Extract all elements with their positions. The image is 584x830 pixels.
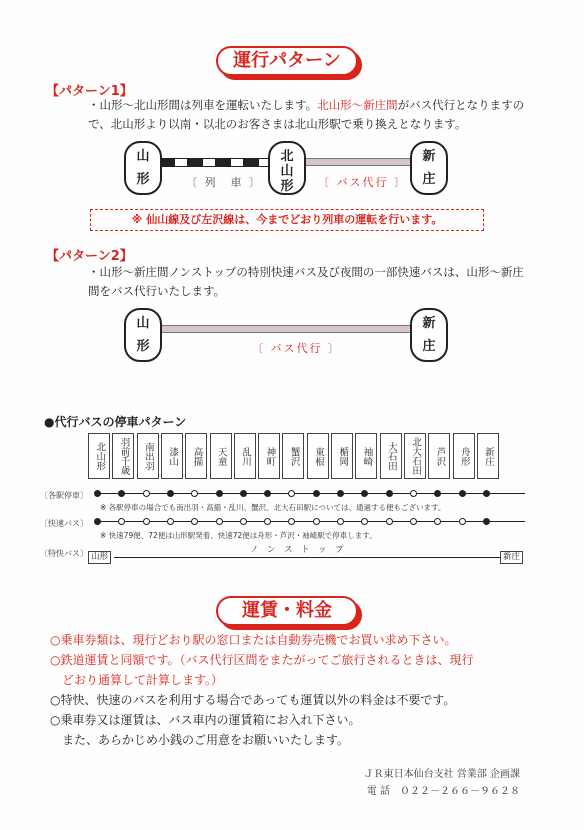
stop-dot — [459, 490, 466, 497]
pass-dot — [240, 518, 247, 525]
stop-dot — [264, 490, 271, 497]
bus-label-2: 〔 バス代行 〕 — [252, 342, 341, 355]
station-shinjo-2: 新 庄 — [410, 308, 448, 362]
station-box: 天童 — [210, 433, 232, 479]
fare-line: ○特快、快速のバスを利用する場合であっても運賃以外の料金は不要です。 — [50, 693, 456, 707]
bus-track-2 — [158, 325, 418, 333]
stop-dot — [118, 490, 125, 497]
station-box: 漆山 — [161, 433, 183, 479]
stop-dot — [337, 490, 344, 497]
row-label-special: 〔特快バス〕 — [40, 549, 88, 558]
stop-dot — [216, 490, 223, 497]
station-box: 芦沢 — [428, 433, 450, 479]
pass-dot — [434, 518, 441, 525]
pass-dot — [216, 518, 223, 525]
stop-dot — [94, 490, 101, 497]
station-box: 神町 — [258, 433, 280, 479]
row-label-rapid: 〔快速バス〕 — [40, 519, 88, 528]
pattern2-text: ・山形～新庄間ノンストップの特別快速バス及び夜間の一部快速バスは、山形～新庄間をバス代行いたします。 — [88, 265, 524, 298]
station-shinjo-1: 新 庄 — [410, 141, 448, 195]
pass-dot — [313, 518, 320, 525]
pass-dot — [167, 518, 174, 525]
footer-org: ＪＲ東日本仙台支社 営業部 企画課 — [363, 769, 520, 780]
stop-dot — [386, 490, 393, 497]
station-box: 蟹沢 — [282, 433, 304, 479]
pass-dot — [459, 518, 466, 525]
footer-tel: 電 話 ０２２－２６６－９６２８ — [366, 786, 520, 797]
fare-line: ○乗車券類は、現行どおり駅の窓口または自動券売機でお買い求め下さい。 — [50, 633, 457, 647]
stop-dot — [361, 490, 368, 497]
pattern1-text-red: 北山形～新庄間 — [317, 98, 398, 112]
pass-dot — [386, 518, 393, 525]
stops-heading: ●代行バスの停車パターン — [44, 415, 187, 429]
train-label: 〔 列 車 〕 — [186, 176, 262, 189]
station-box: 南出羽 — [137, 433, 159, 479]
fare-line: また、あらかじめ小銭のご用意をお願いいたします。 — [50, 733, 350, 747]
stop-dot — [313, 490, 320, 497]
pass-dot — [191, 518, 198, 525]
station-kitayamagata-1: 北 山 形 — [268, 141, 306, 195]
special-to: 新庄 — [500, 551, 523, 564]
row-label-local: 〔各駅停車〕 — [40, 491, 88, 500]
station-box: 新庄 — [477, 433, 499, 479]
pass-dot — [191, 490, 198, 497]
station-box: 羽前千歳 — [112, 433, 134, 479]
bus-label-1: 〔 バス代行 〕 — [318, 176, 407, 189]
stop-dot — [483, 490, 490, 497]
pattern1-note: ※ 仙山線及び左沢線は、今までどおり列車の運転を行います。 — [90, 209, 484, 231]
stop-dot — [240, 490, 247, 497]
special-middle: ノ ン ス ト ッ プ — [250, 545, 344, 555]
note-rapid: ※ 快速79便、72便は山形駅発着、快速72便は舟形・芦沢・袖崎駅で停車します。 — [100, 531, 377, 540]
pattern1-text-a: ・山形～北山形間は列車を運転いたします。 — [88, 98, 318, 112]
station-yamagata-1: 山 形 — [124, 141, 162, 195]
station-box: 楯岡 — [331, 433, 353, 479]
fare-line: ○乗車券又は運賃は、バス車内の運賃箱にお入れ下さい。 — [50, 713, 361, 727]
note-local: ※ 各駅停車の場合でも南出羽・高擶・乱川、蟹沢、北大石田駅については、通過する便もございます。 — [100, 503, 446, 512]
station-box: 高擶 — [185, 433, 207, 479]
pass-dot — [264, 518, 271, 525]
station-box: 乱川 — [234, 433, 256, 479]
station-box: 北大石田 — [404, 433, 426, 479]
pattern1-text — [88, 96, 528, 134]
fare-line: どおり通算して計算します。） — [50, 673, 224, 687]
pass-dot — [143, 490, 150, 497]
page-title: 運行パターン — [216, 46, 358, 76]
bus-track-1 — [300, 158, 418, 166]
pattern1-text-b: がバス代行となりますので、北山形より以南・以北のお客さまは北山形駅で乗り換えとなります。 — [88, 98, 525, 131]
pattern2-heading: 【パターン2】 — [46, 249, 133, 264]
line-special — [114, 557, 500, 558]
station-box: 舟形 — [453, 433, 475, 479]
pass-dot — [410, 490, 417, 497]
pass-dot — [337, 518, 344, 525]
pass-dot — [410, 518, 417, 525]
station-box: 北山形 — [88, 433, 110, 479]
special-from: 山形 — [88, 551, 111, 564]
station-box: 東根 — [307, 433, 329, 479]
pass-dot — [288, 518, 295, 525]
stop-dot — [167, 490, 174, 497]
pass-dot — [118, 518, 125, 525]
pass-dot — [361, 518, 368, 525]
station-box: 大石田 — [380, 433, 402, 479]
pass-dot — [288, 490, 295, 497]
pass-dot — [143, 518, 150, 525]
stop-dot — [434, 490, 441, 497]
stop-dot — [483, 518, 490, 525]
fare-title: 運賃・料金 — [216, 596, 358, 626]
train-track — [158, 158, 280, 167]
station-yamagata-2: 山 形 — [124, 308, 162, 362]
station-box: 袖崎 — [355, 433, 377, 479]
pattern1-heading: 【パターン1】 — [46, 84, 133, 99]
fare-line: ○鉄道運賃と同額です。（バス代行区間をまたがってご旅行されるときは、現行 — [50, 653, 474, 667]
stop-dot — [94, 518, 101, 525]
